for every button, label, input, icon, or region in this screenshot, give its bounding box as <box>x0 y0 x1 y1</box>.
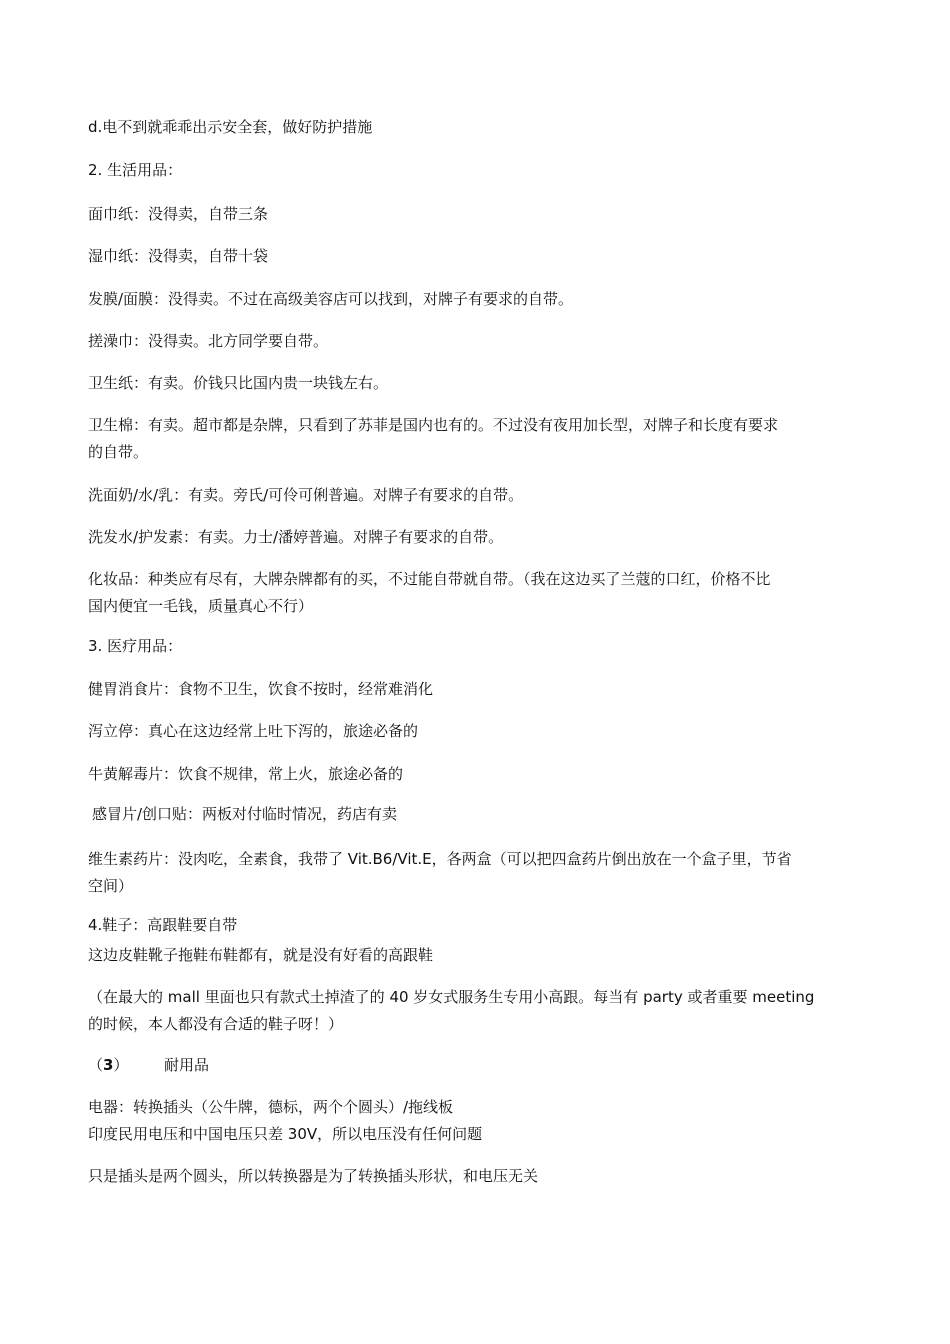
text-line: 国内便宜一毛钱，质量真心不行） <box>88 597 314 615</box>
text-line: 湿巾纸：没得卖，自带十袋 <box>88 247 269 265</box>
section-heading <box>88 1052 873 1079</box>
text-line: 的时候，本人都没有合适的鞋子呀！） <box>88 1015 344 1033</box>
text-line: 化妆品：种类应有尽有，大牌杂牌都有的买，不过能自带就自带。（我在这边买了兰蔻的口红，价格不比 <box>88 570 771 588</box>
text-line: 卫生纸：有卖。价钱只比国内贵一块钱左右。 <box>88 374 389 392</box>
text-line: 卫生棉：有卖。超市都是杂牌，只看到了苏菲是国内也有的。不过没有夜用加长型，对牌子和长度有要求 <box>88 416 779 434</box>
text-line: 发膜/面膜：没得卖。不过在高级美容店可以找到，对牌子有要求的自带。 <box>88 290 574 308</box>
section-heading: 4.鞋子：高跟鞋要自带 <box>88 916 238 934</box>
text-line: 印度民用电压和中国电压只差 30V，所以电压没有任何问题 <box>88 1125 483 1143</box>
section-heading: 3. 医疗用品： <box>88 637 183 655</box>
section-number: （3） <box>88 1056 129 1074</box>
section-heading: 2. 生活用品： <box>88 161 183 179</box>
text-line: 感冒片/创口贴：两板对付临时情况，药店有卖 <box>92 805 398 823</box>
text-line: 面巾纸：没得卖，自带三条 <box>88 205 269 223</box>
text-line: 的自带。 <box>88 443 149 461</box>
text-line: 只是插头是两个圆头，所以转换器是为了转换插头形状，和电压无关 <box>88 1167 539 1185</box>
text-line: 这边皮鞋靴子拖鞋布鞋都有，就是没有好看的高跟鞋 <box>88 946 434 964</box>
section-title: 耐用品 <box>164 1056 210 1074</box>
text-line: （在最大的 mall 里面也只有款式土掉渣了的 40 岁女式服务生专用小高跟。每当有 party 或者重要 meeting <box>88 988 815 1006</box>
text-line: 洗发水/护发素：有卖。力士/潘婷普遍。对牌子有要求的自带。 <box>88 528 504 546</box>
text-line: 洗面奶/水/乳：有卖。旁氏/可伶可俐普遍。对牌子有要求的自带。 <box>88 486 524 504</box>
text-line: 搓澡巾：没得卖。北方同学要自带。 <box>88 332 329 350</box>
text-line: 泻立停：真心在这边经常上吐下泻的，旅途必备的 <box>88 722 419 740</box>
text-line: 健胃消食片：食物不卫生，饮食不按时，经常难消化 <box>88 680 434 698</box>
text-line: 电器：转换插头（公牛牌，德标，两个个圆头）/拖线板 <box>88 1098 454 1116</box>
text-line: d.电不到就乖乖出示安全套，做好防护措施 <box>88 118 373 136</box>
text-line: 空间） <box>88 877 134 895</box>
text-line: 维生素药片：没肉吃，全素食，我带了 Vit.B6/Vit.E，各两盒（可以把四盒药片倒出放在一个盒子里，节省 <box>88 850 792 868</box>
text-line: 牛黄解毒片：饮食不规律，常上火，旅途必备的 <box>88 765 404 783</box>
